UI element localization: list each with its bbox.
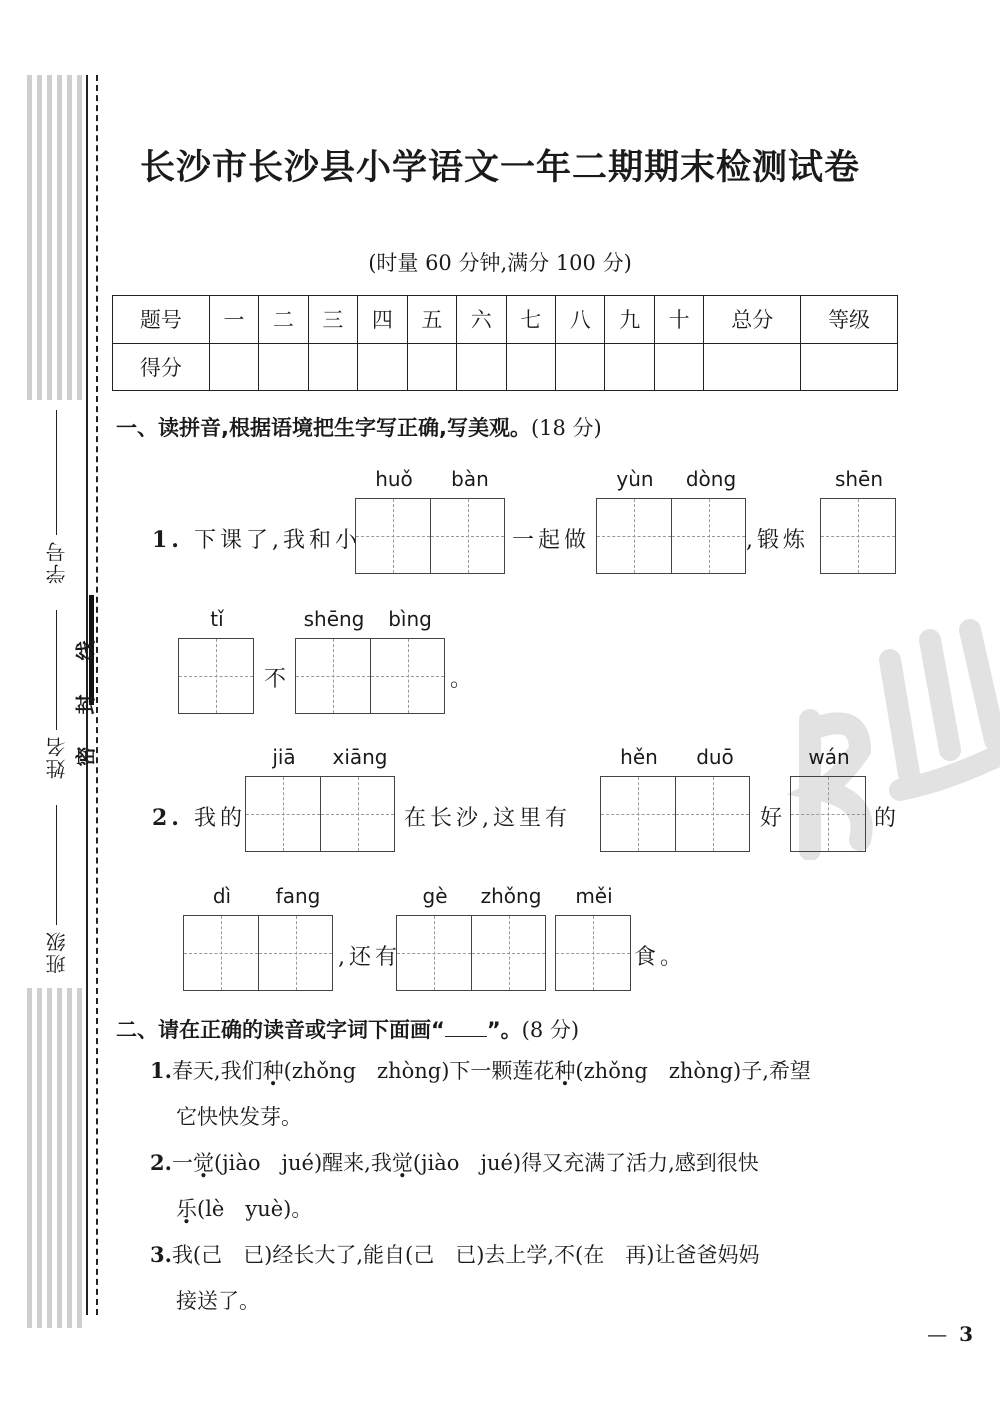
exam-info: (时量 60 分钟,满分 100 分) [368,251,632,275]
score-header: 十 [654,296,703,344]
score-cell[interactable] [654,343,703,391]
score-header: 等级 [801,296,898,344]
pinyin: dòng [685,467,737,491]
s2-q1-line1: 1.春天,我们种(zhǒng zhòng)下一颗莲花种(zhǒng zhòng)子,希望 [150,1058,811,1083]
q2b-text: 食。 [634,945,687,970]
pinyin: tǐ [210,607,224,631]
pinyin: bìng [388,607,432,631]
score-header: 总分 [704,296,801,344]
underline-sample [445,1036,487,1037]
s2-q1-line2: 它快快发芽。 [176,1105,302,1129]
pinyin: měi [575,884,613,908]
score-table-score-row [113,343,898,391]
score-cell[interactable] [506,343,555,391]
pinyin: dì [212,884,232,908]
writing-grid[interactable] [355,498,505,574]
s2-q2-line1: 2.一觉(jiào jué)醒来,我觉(jiào jué)得又充满了活力,感到很快 [150,1150,759,1175]
pinyin: shēng [303,607,365,631]
score-cell[interactable] [704,343,801,391]
pinyin: wán [808,745,850,769]
score-header: 三 [308,296,357,344]
score-table [112,295,898,391]
score-cell[interactable] [259,343,308,391]
pinyin: bàn [451,467,489,491]
class-label: 班级 [45,930,69,974]
writing-grid[interactable] [178,638,254,714]
page-number: — 3 [927,1322,973,1346]
pinyin: xiāng [332,745,388,769]
score-cell[interactable] [209,343,258,391]
writing-grid[interactable] [183,915,333,991]
score-cell[interactable] [605,343,654,391]
s2-q3-line1: 3.我(己 已)经长大了,能自(己 已)去上学,不(在 再)让爸爸妈妈 [150,1242,760,1267]
writing-grid[interactable] [596,498,746,574]
q1b-text: 不 [264,667,291,692]
s2-q2-line2: 乐(lè yuè)。 [176,1197,313,1221]
student-id-line[interactable] [56,410,57,535]
seal-xian: 线 [73,640,98,661]
writing-grid[interactable] [295,638,445,714]
name-label: 姓名 [45,735,69,779]
name-line[interactable] [56,610,57,730]
writing-grid[interactable] [245,776,395,852]
score-table-header-row [113,296,898,344]
pinyin: gè [422,884,448,908]
score-header: 九 [605,296,654,344]
score-header: 八 [556,296,605,344]
score-header: 七 [506,296,555,344]
score-cell[interactable] [556,343,605,391]
score-cell[interactable] [457,343,506,391]
score-cell[interactable] [801,343,898,391]
pinyin: duō [696,745,734,769]
seal-feng: 封 [73,694,98,715]
seal-mi: 密 [73,746,98,767]
pinyin: huǒ [375,467,413,491]
writing-grid[interactable] [820,498,896,574]
q2-text: 好 [760,806,787,831]
q2-text: 的 [874,806,901,831]
binding-stripes-top [27,75,87,400]
q1-text: 一起做 [512,528,591,553]
score-header: 四 [358,296,407,344]
q1b-text: 。 [450,667,477,692]
score-cell[interactable] [308,343,357,391]
section1-heading: 一、读拼音,根据语境把生字写正确,写美观。(18 分) [116,416,602,440]
q2-text: 在长沙,这里有 [404,806,571,831]
pinyin: yùn [616,467,654,491]
student-id-label: 学号 [45,540,69,584]
pinyin: jiā [272,745,296,769]
q1-text: ,锻炼 [746,528,809,553]
section2-heading: 二、请在正确的读音或字词下面画“ ”。(8 分) [116,1018,580,1042]
writing-grid[interactable] [600,776,750,852]
score-header: 二 [259,296,308,344]
score-cell[interactable] [358,343,407,391]
pinyin: fang [275,884,321,908]
score-header: 六 [457,296,506,344]
writing-grid[interactable] [790,776,866,852]
q1-number-and-text: 1. 下课了,我和小 [152,527,361,553]
score-header: 一 [209,296,258,344]
pinyin: hěn [620,745,658,769]
binding-stripes-bottom [27,988,87,1328]
q2b-text: ,还有 [338,945,401,970]
pinyin: zhǒng [480,884,542,908]
score-row-label: 得分 [113,343,210,391]
score-cell[interactable] [407,343,456,391]
writing-grid[interactable] [396,915,546,991]
page-title: 长沙市长沙县小学语文一年二期期末检测试卷 [139,147,860,188]
score-header: 题号 [113,296,210,344]
writing-grid[interactable] [555,915,631,991]
pinyin: shēn [834,467,884,491]
score-header: 五 [407,296,456,344]
q2-number-and-text: 2. 我的 [152,805,246,831]
s2-q3-line2: 接送了。 [176,1289,260,1313]
class-line[interactable] [56,805,57,925]
